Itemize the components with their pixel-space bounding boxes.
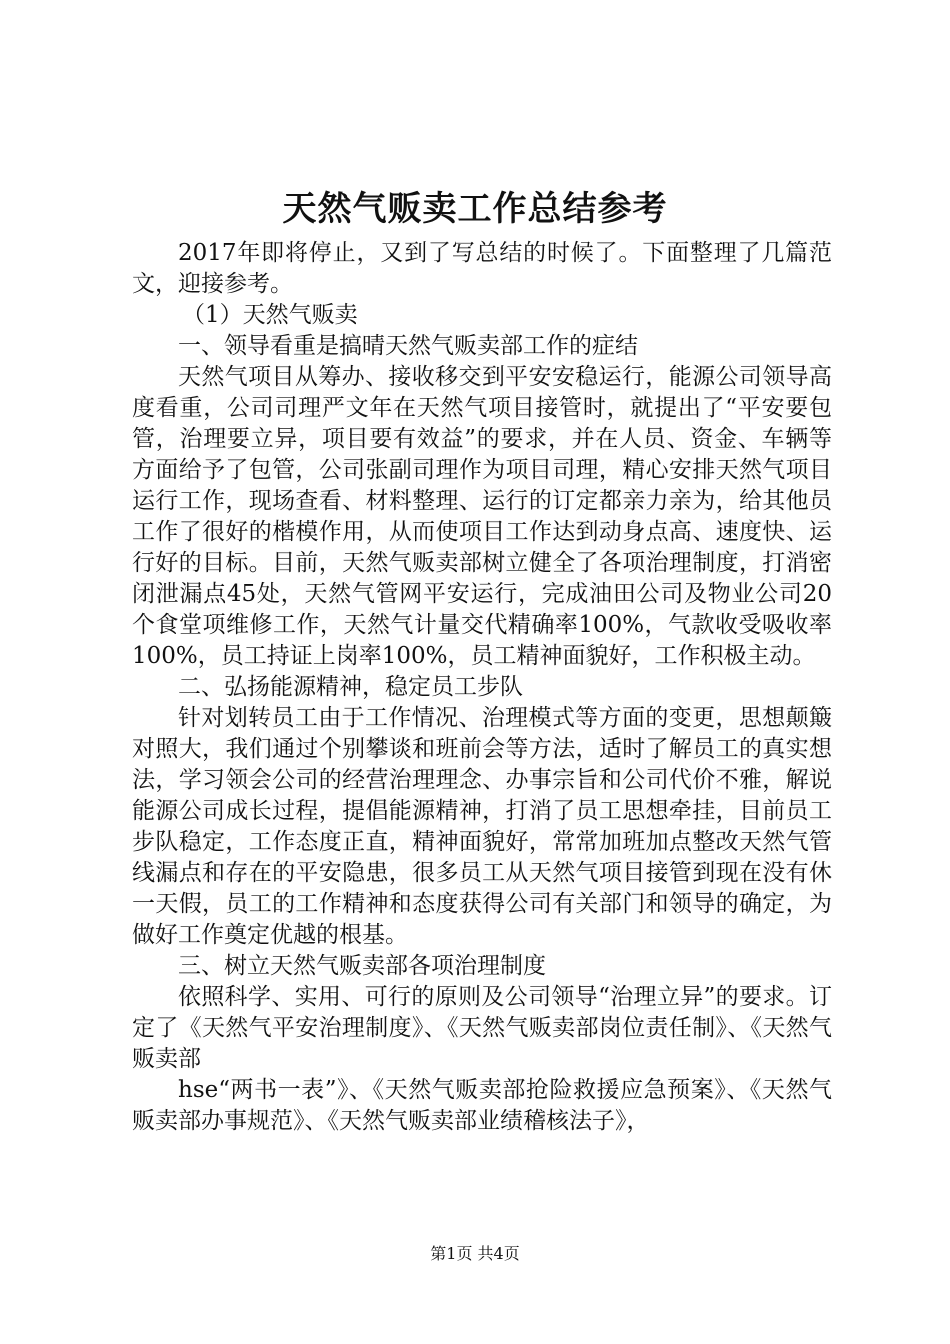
- page-number-footer: 第1页 共4页: [430, 1244, 520, 1263]
- body-paragraph-one: 天然气项目从筹办、接收移交到平安安稳运行，能源公司领导高度看重，公司司理严文年在天然气项目接管时，就提出了“平安要包管，治理要立异，项目要有效益”的要求，并在人员、资金、车辆等方面给予了包管，公司张副司理作为项目司理，精心安排天然气项目运行工作，现场查看、材料整理、运行的订定都亲力亲为，给其他员工作了很好的楷模作用，从而使项目工作达到动身点高、速度快、运行好的目标。目前，天然气贩卖部树立健全了各项治理制度，打消密闭泄漏点45处，天然气管网平安运行，完成油田公司及物业公司20个食堂项维修工作，天然气计量交代精确率100%，气款收受吸收率100%，员工持证上岗率100%，员工精神面貌好，工作积极主动。: [132, 364, 832, 669]
- heading-three: 三、树立天然气贩卖部各项治理制度: [178, 953, 546, 979]
- heading-one: 一、领导看重是搞晴天然气贩卖部工作的症结: [178, 333, 638, 359]
- document-title: 天然气贩卖工作总结参考: [282, 189, 668, 229]
- body-paragraph-three: 依照科学、实用、可行的原则及公司领导“治理立异”的要求。订定了《天然气平安治理制度》、《天然气贩卖部岗位责任制》、《天然气贩卖部: [132, 984, 832, 1072]
- document-body: [132, 238, 832, 1137]
- intro-paragraph: 2017年即将停止，又到了写总结的时候了。下面整理了几篇范文，迎接参考。: [132, 240, 832, 297]
- body-paragraph-four: hse“两书一表”》、《天然气贩卖部抢险救援应急预案》、《天然气贩卖部办事规范》、《天然气贩卖部业绩稽核法子》，: [132, 1077, 832, 1134]
- heading-two: 二、弘扬能源精神，稳定员工步队: [178, 674, 523, 700]
- body-paragraph-two: 针对划转员工由于工作情况、治理模式等方面的变更，思想颠簸对照大，我们通过个别攀谈和班前会等方法，适时了解员工的真实想法，学习领会公司的经营治理理念、办事宗旨和公司代价不雅，解说能源公司成长过程，提倡能源精神，打消了员工思想牵挂，目前员工步队稳定，工作态度正直，精神面貌好，常常加班加点整改天然气管线漏点和存在的平安隐患，很多员工从天然气项目接管到现在没有休一天假，员工的工作精神和态度获得公司有关部门和领导的确定，为做好工作奠定优越的根基。: [132, 705, 832, 948]
- section-label: （1）天然气贩卖: [182, 302, 358, 328]
